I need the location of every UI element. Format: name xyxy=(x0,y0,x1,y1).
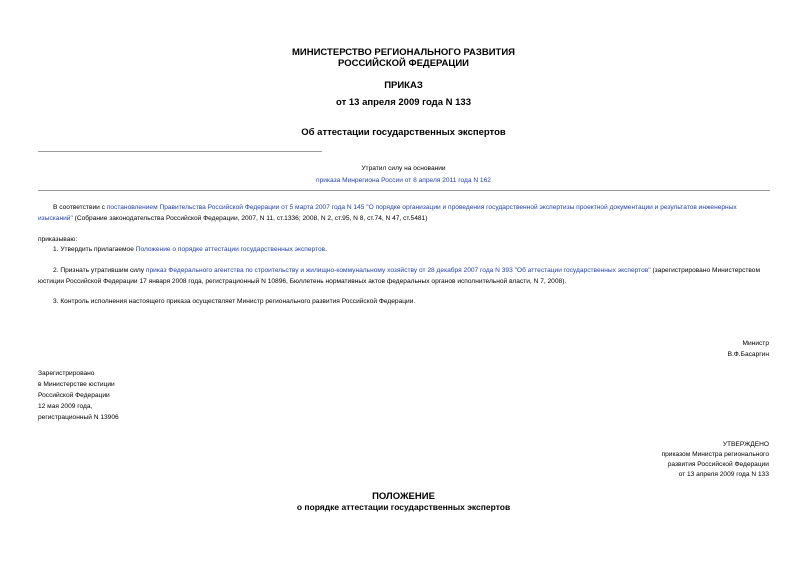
doc-date-number: от 13 апреля 2009 года N 133 xyxy=(336,97,471,108)
preamble-prefix: В соответствии с xyxy=(53,204,107,211)
signature-block xyxy=(569,338,769,360)
regulation-title: ПОЛОЖЕНИЕ xyxy=(372,491,435,502)
approval-block xyxy=(509,440,769,480)
order-item-3: 3. Контроль исполнения настоящего приказа осуществляет Министр регионального развития Российской Федерации. xyxy=(53,298,416,305)
lapsed-text: Утратил силу на основании xyxy=(361,165,446,172)
item2-suffix: (зарегистрировано Министерством юстиции Российской Федерации 17 января 2008 года, регистрационный N 10896, Бюллетень нормативных актов федеральных органов исполнительной власти, N 7, 2008). xyxy=(38,267,761,285)
approval-line: развития Российской Федерации xyxy=(667,461,769,468)
item2-order-link[interactable]: приказ Федерального агентства по строительству и жилищно-коммунальному хозяйству от 28 декабря 2007 года N 393 "Об аттестации государственных экспертов" xyxy=(145,267,651,274)
regulation-subtitle: о порядке аттестации государственных экспертов xyxy=(296,502,511,512)
preamble-suffix: (Собрание законодательства Российской Федерации, 2007, N 11, ст.1336; 2008, N 2, ст.95, N 8, ст.74, N 47, ст.5481) xyxy=(72,215,428,222)
ministry-line-2: РОССИЙСКОЙ ФЕДЕРАЦИИ xyxy=(337,58,469,69)
item1-prefix: 1. Утвердить прилагаемое xyxy=(53,246,136,253)
item1-suffix: . xyxy=(325,246,328,253)
approval-line: приказом Министра регионального xyxy=(661,451,769,458)
doc-title: Об аттестации государственных экспертов xyxy=(301,127,506,138)
registration-line: в Министерстве юстиции xyxy=(38,381,115,388)
lapsed-notice xyxy=(0,163,807,187)
item2-prefix: 2. Признать утратившим силу xyxy=(53,267,146,274)
item1-regulation-link[interactable]: Положение о порядке аттестации государственных экспертов xyxy=(135,246,326,253)
registration-line: Российской Федерации xyxy=(38,392,110,399)
order-item-2 xyxy=(38,265,772,287)
preamble-decree-link[interactable]: постановлением Правительства Российской Федерации от 5 марта 2007 года N 145 "О порядке организации и проведения государственной экспертизы проектной документации и результатов инженерных изысканий" xyxy=(38,204,737,222)
approval-line: УТВЕРЖДЕНО xyxy=(722,441,769,448)
ministry-line-1: МИНИСТЕРСТВО РЕГИОНАЛЬНОГО РАЗВИТИЯ xyxy=(292,47,515,58)
registration-block xyxy=(38,368,298,423)
orders-label: приказываю: xyxy=(38,236,78,243)
preamble-paragraph xyxy=(38,202,772,224)
divider-top xyxy=(38,151,322,152)
registration-line: Зарегистрировано xyxy=(38,370,95,377)
doc-type-heading: ПРИКАЗ xyxy=(384,80,423,91)
divider-bottom xyxy=(38,190,770,191)
signature-position: Министр xyxy=(742,340,769,347)
signature-name: В.Ф.Басаргин xyxy=(727,351,769,358)
order-item-1 xyxy=(38,244,772,255)
lapsed-link[interactable]: приказа Минрегиона России от 8 апреля 2011 года N 162 xyxy=(316,177,491,184)
registration-line: 12 мая 2009 года, xyxy=(38,403,93,410)
registration-line: регистрационный N 13906 xyxy=(38,414,119,421)
approval-line: от 13 апреля 2009 года N 133 xyxy=(678,471,769,478)
ministry-heading xyxy=(0,47,807,69)
